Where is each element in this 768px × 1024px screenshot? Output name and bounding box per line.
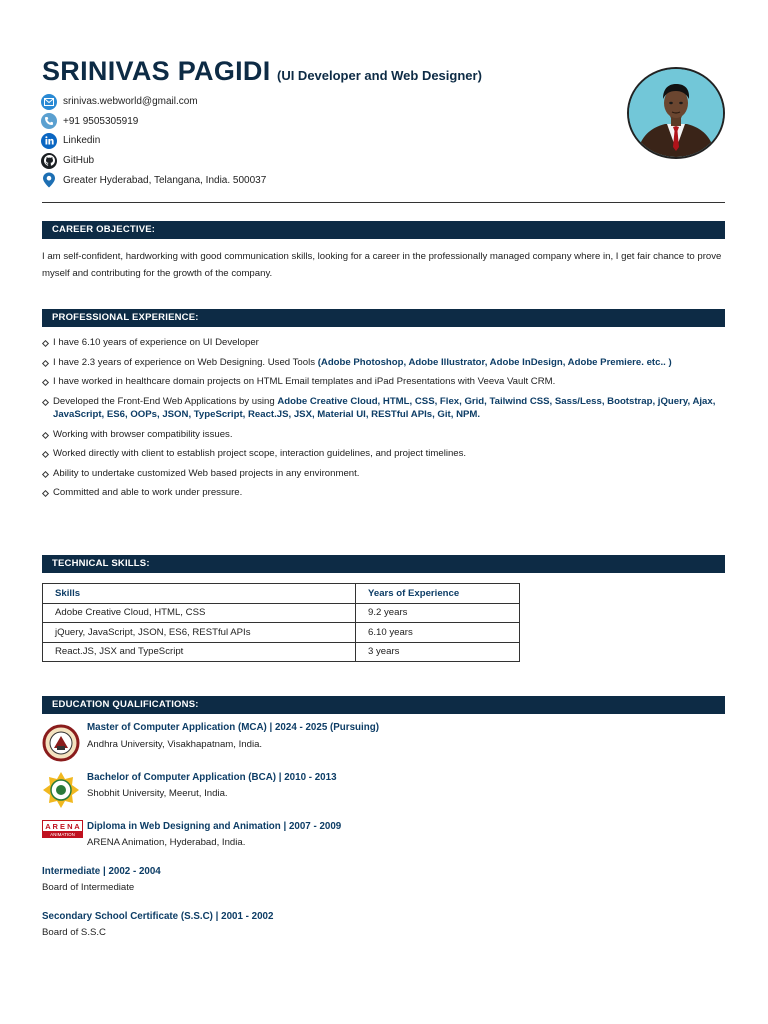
years-cell: 9.2 years [356,603,520,623]
experience-text: I have 2.3 years of experience on Web Designing. Used Tools [53,356,318,368]
linkedin-text: Linkedin [63,135,101,147]
education-institution: Board of S.S.C [42,927,106,938]
profile-photo [627,67,725,159]
list-item [42,375,725,389]
university-emblem-icon [42,771,80,814]
email-icon [41,94,57,110]
years-cell: 6.10 years [356,623,520,643]
section-professional-experience: PROFESSIONAL EXPERIENCE: [42,309,725,327]
education-title: Intermediate | 2002 - 2004 [42,866,161,877]
years-cell: 3 years [356,642,520,662]
header [42,56,482,87]
column-header-skills: Skills [43,584,356,604]
list-item [42,428,725,442]
experience-text: Ability to undertake customized Web based projects in any environment. [53,467,360,479]
arena-logo [42,820,83,843]
contact-linkedin[interactable] [41,131,266,151]
table-row [43,623,520,643]
tech-highlight: Adobe Creative Cloud, HTML, CSS, Flex, Grid, Tailwind CSS, Sass/Less, Bootstrap, jQuery, Ajax, JavaScript, ES6, OOPs, JSON, TypeScript, React.JS, JSX, Material UI, RESTful APIs, Git, NPM. [53,395,716,420]
education-title: Master of Computer Application (MCA) | 2024 - 2025 (Pursuing) [87,722,379,733]
education-institution: Shobhit University, Meerut, India. [87,788,228,799]
email-text: srinivas.webworld@gmail.com [63,96,198,108]
table-row [43,603,520,623]
education-title: Diploma in Web Designing and Animation | 2007 - 2009 [87,821,342,832]
contact-github[interactable] [41,151,266,171]
experience-text: Worked directly with client to establish project scope, interaction guidelines, and project timelines. [53,448,467,459]
list-item [42,336,725,350]
github-text: GitHub [63,155,95,167]
education-institution: Board of Intermediate [42,882,135,893]
phone-icon [41,113,57,129]
experience-text: I have worked in healthcare domain projects on HTML Email templates and iPad Presentations with Veeva Vault CRM. [53,376,556,387]
table-row [43,642,520,662]
section-education: EDUCATION QUALIFICATIONS: [42,696,725,714]
skill-cell: jQuery, JavaScript, JSON, ES6, RESTful APIs [43,623,356,643]
candidate-role: (UI Developer and Web Designer) [276,68,482,83]
list-item [42,467,725,481]
github-icon [41,153,57,169]
phone-text: +91 9505305919 [63,115,139,127]
table-header-row [43,584,520,604]
experience-text: Working with browser compatibility issues. [53,428,233,440]
header-divider [42,202,725,203]
contact-list [41,92,266,190]
contact-location [41,170,266,190]
skill-cell: Adobe Creative Cloud, HTML, CSS [43,603,356,623]
candidate-name: SRINIVAS PAGIDI [42,56,271,86]
contact-phone[interactable] [41,112,266,132]
education-institution: Andhra University, Visakhapatnam, India. [87,739,263,750]
experience-list [42,336,725,506]
experience-text: I have 6.10 years of experience on UI Developer [53,337,259,348]
section-career-objective: CAREER OBJECTIVE: [42,221,725,239]
experience-text: Developed the Front-End Web Applications by using [53,395,278,407]
experience-text: Committed and able to work under pressure. [53,487,243,498]
list-item [42,486,725,500]
education-title: Secondary School Certificate (S.S.C) | 2001 - 2002 [42,911,274,922]
education-institution: ARENA Animation, Hyderabad, India. [87,837,246,848]
section-technical-skills: TECHNICAL SKILLS: [42,555,725,573]
linkedin-icon [41,133,57,149]
list-item [42,356,725,370]
location-text: Greater Hyderabad, Telangana, India. 500037 [63,174,267,186]
list-item [42,395,725,422]
education-title: Bachelor of Computer Application (BCA) | 2010 - 2013 [87,772,337,783]
career-objective-text: I am self-confident, hardworking with good communication skills, looking for a career in the professionally managed company where in, I get fair chance to prove myself and contributing for the growth of the company. [42,251,722,279]
column-header-years: Years of Experience [356,584,520,604]
arena-logo-subtext: ANIMATION [50,832,75,837]
tools-highlight: (Adobe Photoshop, Adobe Illustrator, Adobe InDesign, Adobe Premiere. etc.. ) [317,356,672,368]
contact-email[interactable] [41,92,266,112]
location-icon [41,172,57,188]
university-seal-icon [42,724,80,767]
arena-logo-text: A R E N A [45,822,80,831]
skills-table [42,583,520,662]
list-item [42,447,725,461]
skill-cell: React.JS, JSX and TypeScript [43,642,356,662]
